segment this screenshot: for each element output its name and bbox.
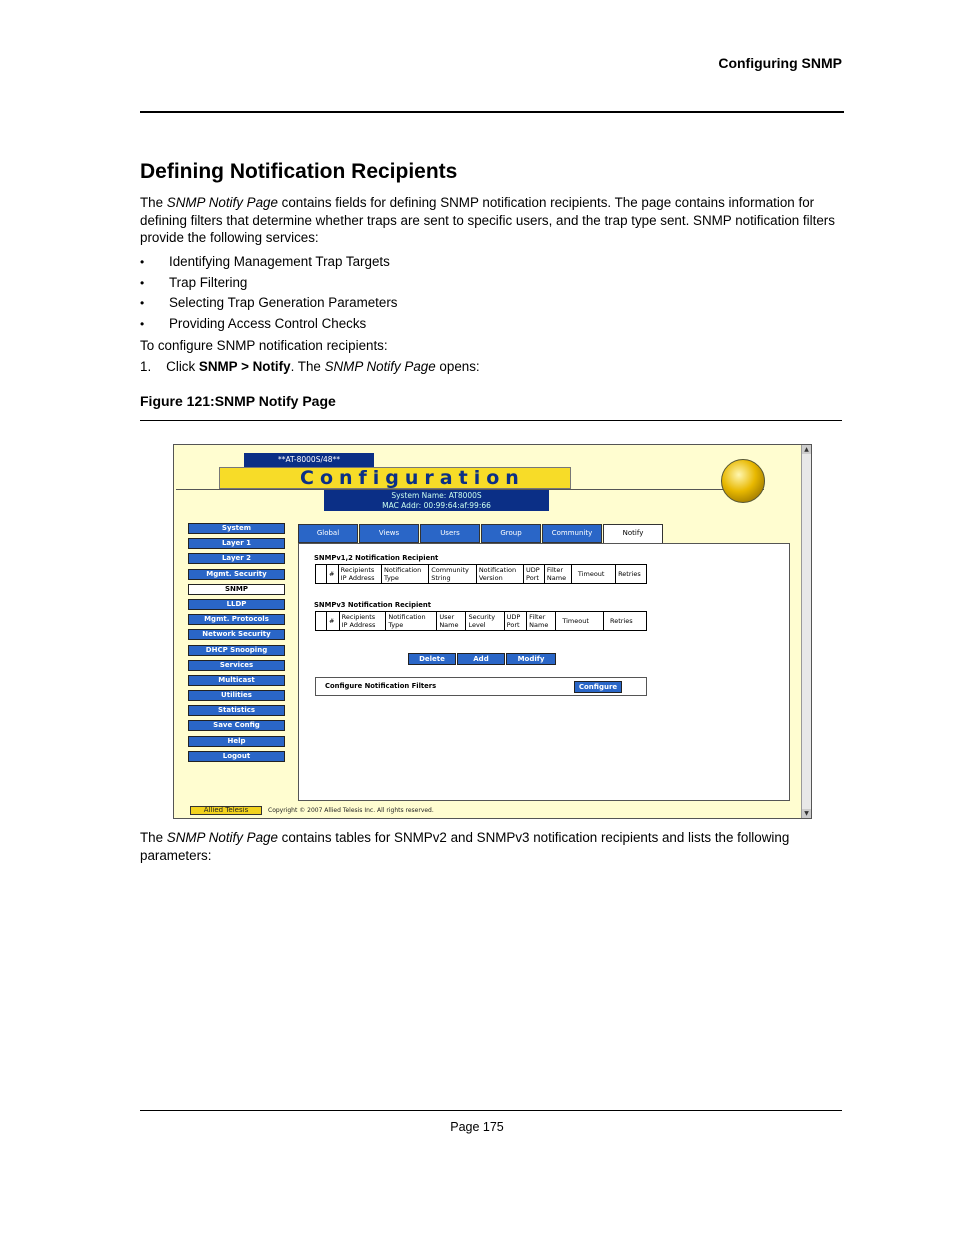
configuration-title: Configuration <box>219 467 571 489</box>
sidebar-item-utilities[interactable]: Utilities <box>188 690 285 701</box>
v3-col-retries: Retries <box>603 612 646 631</box>
step-text-1: Click <box>166 359 199 374</box>
copyright-text: Copyright © 2007 Allied Telesis Inc. All rights reserved. <box>268 807 434 814</box>
sidebar-item-layer1[interactable]: Layer 1 <box>188 538 285 549</box>
sidebar-item-dhcp-snooping[interactable]: DHCP Snooping <box>188 645 285 656</box>
sidebar-item-statistics[interactable]: Statistics <box>188 705 285 716</box>
sidebar-item-help[interactable]: Help <box>188 736 285 747</box>
sidebar-item-lldp[interactable]: LLDP <box>188 599 285 610</box>
scroll-down-icon[interactable]: ▼ <box>802 809 811 818</box>
step-text-3: opens: <box>435 359 480 374</box>
v12-recipient-table <box>315 564 647 584</box>
v3-recipient-table <box>315 611 647 631</box>
step-page-name: SNMP Notify Page <box>324 359 436 374</box>
add-button[interactable]: Add <box>457 653 505 665</box>
notify-panel <box>298 543 790 801</box>
sidebar-nav <box>188 523 286 766</box>
system-name: System Name: AT8000S <box>391 491 482 500</box>
v3-col-filter-name: Filter Name <box>527 612 556 631</box>
v3-col-security-level: Security Level <box>466 612 504 631</box>
figure-caption: Figure 121:SNMP Notify Page <box>140 393 336 409</box>
v12-col-udp-port: UDP Port <box>524 565 545 584</box>
running-header: Configuring SNMP <box>718 55 842 71</box>
after-page-name: SNMP Notify Page <box>166 830 278 845</box>
bullet-glyph: • <box>140 296 145 310</box>
list-item-text: Identifying Management Trap Targets <box>169 254 390 269</box>
tab-notify[interactable]: Notify <box>603 524 663 544</box>
section-heading: Defining Notification Recipients <box>140 160 458 183</box>
header-rule <box>140 111 844 113</box>
after-figure-paragraph <box>140 829 844 864</box>
sidebar-item-multicast[interactable]: Multicast <box>188 675 285 686</box>
tab-users[interactable]: Users <box>420 524 480 543</box>
snmp-notify-screenshot <box>173 444 812 819</box>
tab-group[interactable]: Group <box>481 524 541 543</box>
v12-col-blank <box>316 565 327 584</box>
mac-address: MAC Addr: 00:99:64:af:99:66 <box>382 501 491 510</box>
screenshot-footer <box>188 805 764 817</box>
bullet-glyph: • <box>140 255 145 269</box>
list-item <box>140 252 398 273</box>
v12-col-retries: Retries <box>616 565 647 584</box>
step-text-2: . The <box>290 359 325 374</box>
v3-col-recipients: Recipients IP Address <box>339 612 386 631</box>
sidebar-item-snmp[interactable]: SNMP <box>188 584 285 595</box>
v12-col-community-string: Community String <box>429 565 477 584</box>
tab-community[interactable]: Community <box>542 524 602 543</box>
bullet-glyph: • <box>140 316 145 331</box>
page-number: Page 175 <box>450 1120 504 1134</box>
services-list <box>140 252 398 334</box>
footer-rule <box>140 1110 842 1111</box>
tab-views[interactable]: Views <box>359 524 419 543</box>
v12-col-filter-name: Filter Name <box>544 565 571 584</box>
v3-col-blank <box>316 612 327 631</box>
list-item <box>140 273 398 294</box>
v12-col-notification-type: Notification Type <box>381 565 428 584</box>
model-banner: **AT-8000S/48** <box>244 453 374 467</box>
steps-intro: To configure SNMP notification recipients: <box>140 338 388 353</box>
table-header-row <box>316 565 647 584</box>
tab-global[interactable]: Global <box>298 524 358 543</box>
v12-col-timeout: Timeout <box>571 565 615 584</box>
allied-telesis-logo: Allied Telesis <box>190 806 262 815</box>
v12-col-recipients: Recipients IP Address <box>338 565 381 584</box>
step-number: 1. <box>140 359 152 374</box>
sidebar-item-mgmt-security[interactable]: Mgmt. Security <box>188 569 285 580</box>
sidebar-item-logout[interactable]: Logout <box>188 751 285 762</box>
sidebar-item-layer2[interactable]: Layer 2 <box>188 553 285 564</box>
v12-section-title: SNMPv1,2 Notification Recipient <box>314 554 439 562</box>
after-text-1: The <box>140 830 167 845</box>
table-header-row <box>316 612 647 631</box>
v12-col-notification-version: Notification Version <box>476 565 523 584</box>
v3-col-timeout: Timeout <box>556 612 604 631</box>
sidebar-item-network-security[interactable]: Network Security <box>188 629 285 640</box>
sidebar-item-mgmt-protocols[interactable]: Mgmt. Protocols <box>188 614 285 625</box>
scroll-up-icon[interactable]: ▲ <box>802 445 811 454</box>
list-item-text: Providing Access Control Checks <box>169 315 367 331</box>
vertical-scrollbar[interactable] <box>801 445 811 818</box>
intro-page-name: SNMP Notify Page <box>166 195 278 210</box>
after-text-2: contains tables for SNMPv2 and SNMPv3 notification recipients and lists the following parameters: <box>140 830 790 863</box>
list-item <box>140 293 398 314</box>
v3-section-title: SNMPv3 Notification Recipient <box>314 601 431 609</box>
sidebar-item-services[interactable]: Services <box>188 660 285 671</box>
figure-rule <box>140 420 842 421</box>
intro-text-2: contains fields for defining SNMP notification recipients. The page contains information for defining filters that determine whether traps are sent to specific users, and the trap type sent. SNMP notification filters provide the following services: <box>140 195 835 245</box>
bullet-glyph: • <box>140 275 145 290</box>
globe-icon <box>721 459 765 503</box>
list-item-text: Trap Filtering <box>169 274 248 290</box>
system-info <box>324 490 549 511</box>
delete-button[interactable]: Delete <box>408 653 456 665</box>
intro-text-1: The <box>140 195 167 210</box>
step-1 <box>140 358 844 376</box>
v3-col-user-name: User Name <box>437 612 466 631</box>
step-menu-path: SNMP > Notify <box>198 359 291 374</box>
sidebar-item-save-config[interactable]: Save Config <box>188 720 285 731</box>
v3-col-udp-port: UDP Port <box>504 612 527 631</box>
sidebar-item-system[interactable]: System <box>188 523 285 534</box>
list-item <box>140 314 398 335</box>
v12-col-index: # <box>327 565 339 584</box>
configure-button[interactable]: Configure <box>574 681 622 693</box>
v3-col-index: # <box>327 612 340 631</box>
modify-button[interactable]: Modify <box>506 653 556 665</box>
intro-paragraph <box>140 194 844 247</box>
v3-col-notification-type: Notification Type <box>386 612 437 631</box>
notification-filters-box <box>315 677 647 696</box>
filters-label: Configure Notification Filters <box>325 682 437 690</box>
list-item-text: Selecting Trap Generation Parameters <box>169 295 398 310</box>
